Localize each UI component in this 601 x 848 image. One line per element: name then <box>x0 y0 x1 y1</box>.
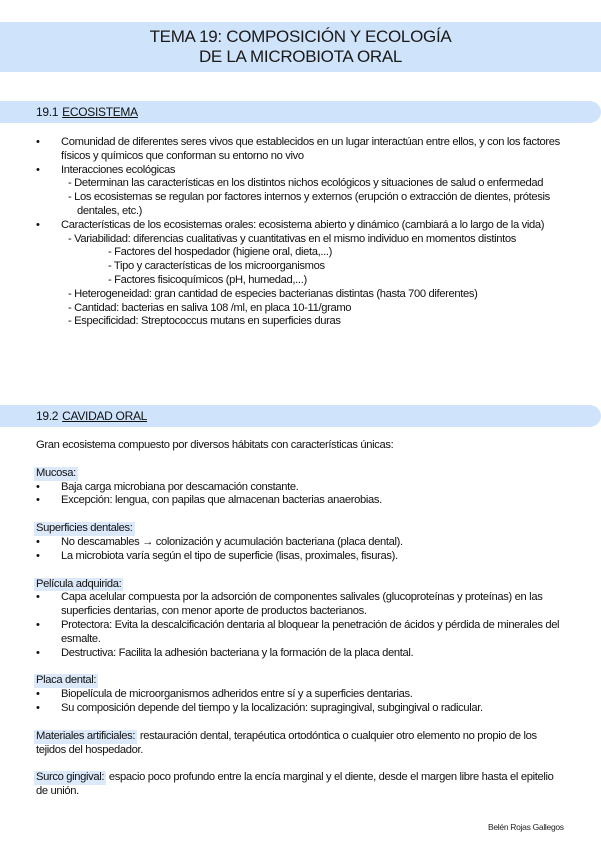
bullet-item <box>0 164 601 178</box>
section-heading-ecosistema <box>0 101 601 123</box>
page-title-line-2: DE LA MICROBIOTA ORAL <box>198 47 403 66</box>
bullet-text: Biopelícula de microorganismos adheridos entre sí y a superficies dentarias. <box>61 688 413 701</box>
page-title-line-1: TEMA 19: COMPOSICIÓN Y ECOLOGÍA <box>149 27 452 46</box>
bullet-text: La microbiota varía según el tipo de superficie (lisas, proximales, fisuras). <box>61 549 398 562</box>
surco-paragraph <box>0 771 601 799</box>
intro-paragraph: Gran ecosistema compuesto por diversos hábitats con características únicas: <box>36 439 394 451</box>
bullet-item <box>0 550 601 564</box>
sub-dash-item: - Factores fisicoquímicos (pH, humedad,...) <box>108 273 307 286</box>
bullet-text: Excepción: lengua, con papilas que almacenan bacterias anaerobias. <box>61 494 382 507</box>
bullet-text: Características de los ecosistemas orales: ecosistema abierto y dinámico (cambiará a lo largo de la vida) <box>61 218 545 231</box>
bullet-icon: • <box>36 688 40 701</box>
pelicula-label: Película adquirida: <box>36 577 122 590</box>
dash-item: - Variabilidad: diferencias cualitativas y cuantitativas en el mismo individuo en momentos distintos <box>68 232 516 245</box>
ecosistema-content <box>0 136 601 329</box>
bullet-item <box>0 136 601 164</box>
bullet-icon: • <box>36 163 40 176</box>
bullet-item <box>0 481 601 495</box>
bullet-text: No descamables → colonización y acumulación bacteriana (placa dental). <box>61 535 403 548</box>
bullet-icon: • <box>36 549 40 562</box>
surco-text: espacio poco profundo entre la encía marginal y el diente, desde el margen libre hasta el epitelio de unión. <box>36 771 554 798</box>
bullet-text: Protectora: Evita la descalcificación dentaria al bloquear la penetración de ácidos y pérdida de minerales del esmalte. <box>61 618 560 645</box>
bullet-icon: • <box>36 646 40 659</box>
title-banner <box>0 22 601 72</box>
bullet-item <box>0 494 601 508</box>
bullet-text: Baja carga microbiana por descamación constante. <box>61 480 299 493</box>
bullet-text: Capa acelular compuesta por la adsorción de componentes salivales (glucoproteínas y proteínas) en las superficies dentarias, con menor aporte de productos bacterianos. <box>61 591 543 618</box>
bullet-icon: • <box>36 480 40 493</box>
bullet-icon: • <box>36 535 40 548</box>
mucosa-label: Mucosa: <box>36 466 76 479</box>
bullet-icon: • <box>36 618 40 631</box>
section-number: 19.2 <box>36 409 59 423</box>
bullet-text: Su composición depende del tiempo y la localización: supragingival, subgingival o radicular. <box>61 701 483 714</box>
superficies-label: Superficies dentales: <box>36 522 133 535</box>
bullet-icon: • <box>36 701 40 714</box>
materiales-label: Materiales artificiales: <box>36 729 136 742</box>
dash-item: - Los ecosistemas se regulan por factores internos y externos (erupción o extracción de dientes, prótesis dentales, etc.) <box>68 191 550 217</box>
bullet-icon: • <box>36 136 40 148</box>
bullet-icon: • <box>36 494 40 507</box>
section-heading-cavidad-oral <box>0 405 601 427</box>
bullet-item <box>0 702 601 716</box>
sub-dash-item: - Tipo y características de los microorganismos <box>108 260 325 273</box>
bullet-item <box>0 591 601 619</box>
materiales-paragraph <box>0 730 601 758</box>
dash-item: - Cantidad: bacterias en saliva 108 /ml, en placa 10-11/gramo <box>68 301 352 314</box>
placa-label: Placa dental: <box>36 674 97 687</box>
section-title: ECOSISTEMA <box>62 105 138 119</box>
dash-item: - Heterogeneidad: gran cantidad de especies bacterianas distintas (hasta 700 diferentes) <box>68 287 478 300</box>
bullet-text: Interacciones ecológicas <box>61 163 176 176</box>
bullet-item <box>0 536 601 550</box>
surco-label: Surco gingival: <box>36 771 105 784</box>
bullet-item <box>0 688 601 702</box>
bullet-item <box>0 647 601 661</box>
dash-item: - Determinan las características en los distintos nichos ecológicos y situaciones de salud o enfermedad <box>68 177 544 190</box>
bullet-item <box>0 219 601 233</box>
section-number: 19.1 <box>36 105 59 119</box>
bullet-icon: • <box>36 218 40 231</box>
sub-dash-item: - Factores del hospedador (higiene oral, dieta,...) <box>108 246 333 259</box>
section-title: CAVIDAD ORAL <box>62 409 148 423</box>
dash-item: - Especificidad: Streptococcus mutans en superficies duras <box>68 315 341 328</box>
bullet-icon: • <box>36 591 40 604</box>
bullet-text: Comunidad de diferentes seres vivos que establecidos en un lugar interactúan entre ellos, y con los factores físicos y químicos que conforman su entorno no vivo <box>61 136 560 162</box>
bullet-item <box>0 619 601 647</box>
materiales-text: restauración dental, terapéutica ortodóntica o cualquier otro elemento no propio de los tejidos del hospedador. <box>36 729 537 756</box>
bullet-text: Destructiva: Facilita la adhesión bacteriana y la formación de la placa dental. <box>61 646 414 659</box>
cavidad-oral-content <box>0 439 601 799</box>
author-signature: Belén Rojas Gallegos <box>488 822 564 832</box>
